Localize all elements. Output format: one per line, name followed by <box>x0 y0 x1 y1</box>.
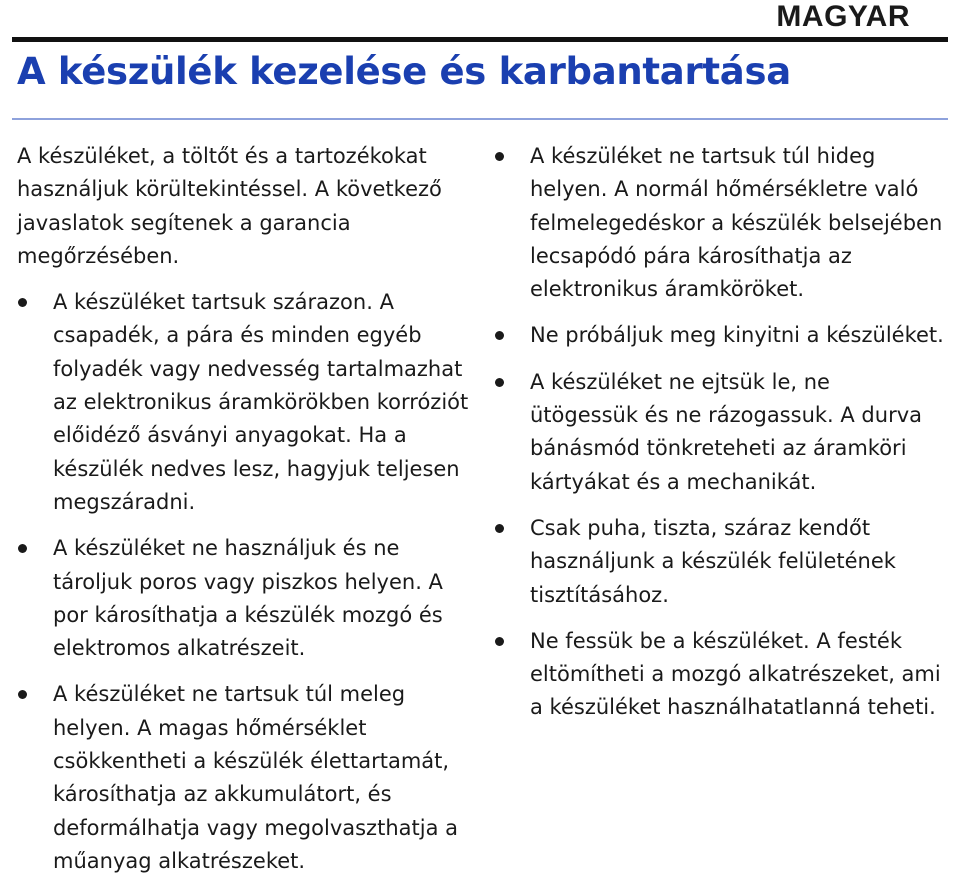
bullet-icon <box>18 544 27 553</box>
bullet-icon <box>495 524 504 533</box>
title-underline <box>12 118 948 120</box>
left-bullet-list <box>17 286 469 878</box>
list-item-text: A készüléket ne használjuk és ne tároljuk poros vagy piszkos helyen. A por károsíthatja a készülék mozgó és elektromos alkatrészeit. <box>53 536 443 661</box>
bullet-icon <box>495 152 504 161</box>
intro-paragraph: A készüléket, a töltőt és a tartozékokat használjuk körültekintéssel. A következő javaslatok segítenek a garancia megőrzésében. <box>17 144 442 268</box>
list-item <box>494 366 944 499</box>
language-label: MAGYAR <box>776 0 910 33</box>
right-bullet-list <box>494 140 944 725</box>
left-column <box>17 140 469 891</box>
list-item <box>494 512 944 612</box>
bullet-icon <box>18 690 27 699</box>
bullet-icon <box>18 298 27 307</box>
bullet-icon <box>495 637 504 646</box>
bullet-icon <box>495 331 504 340</box>
page-title: A készülék kezelése és karbantartása <box>17 50 791 93</box>
list-item-text: Ne próbáljuk meg kinyitni a készüléket. <box>530 323 944 348</box>
list-item <box>494 625 944 725</box>
list-item <box>17 678 469 878</box>
list-item-text: A készüléket ne tartsuk túl hideg helyen. A normál hőmérsékletre való felmelegedéskor a készülék belsejében lecsapódó pára károsíthatja az elektronikus áramköröket. <box>530 144 943 302</box>
list-item-text: A készüléket ne ejtsük le, ne ütögessük és ne rázogassuk. A durva bánásmód tönkreteheti az áramköri kártyákat és a mechanikát. <box>530 369 922 494</box>
bullet-icon <box>495 378 504 387</box>
list-item-text: Csak puha, tiszta, száraz kendőt használjunk a készülék felületének tisztításához. <box>530 515 896 607</box>
list-item-text: Ne fessük be a készüléket. A festék eltömítheti a mozgó alkatrészeket, ami a készüléket használhatatlanná teheti. <box>530 628 941 720</box>
list-item <box>494 319 944 352</box>
list-item <box>17 532 469 665</box>
list-item-text: A készüléket tartsuk szárazon. A csapadék, a pára és minden egyéb folyadék vagy nedvesség tartalmazhat az elektronikus áramkörökben korróziót előidéző ásványi anyagokat. Ha a készülék nedves lesz, hagyjuk teljesen megszáradni. <box>53 290 469 514</box>
list-item-text: A készüléket ne tartsuk túl meleg helyen. A magas hőmérséklet csökkentheti a készülék élettartamát, károsíthatja az akkumulátort, és deformálhatja vagy megolvaszthatja a műanyag alkatrészeket. <box>53 682 458 873</box>
header-rule <box>12 37 948 42</box>
list-item <box>17 286 469 519</box>
right-column <box>494 140 944 738</box>
list-item <box>494 140 944 306</box>
